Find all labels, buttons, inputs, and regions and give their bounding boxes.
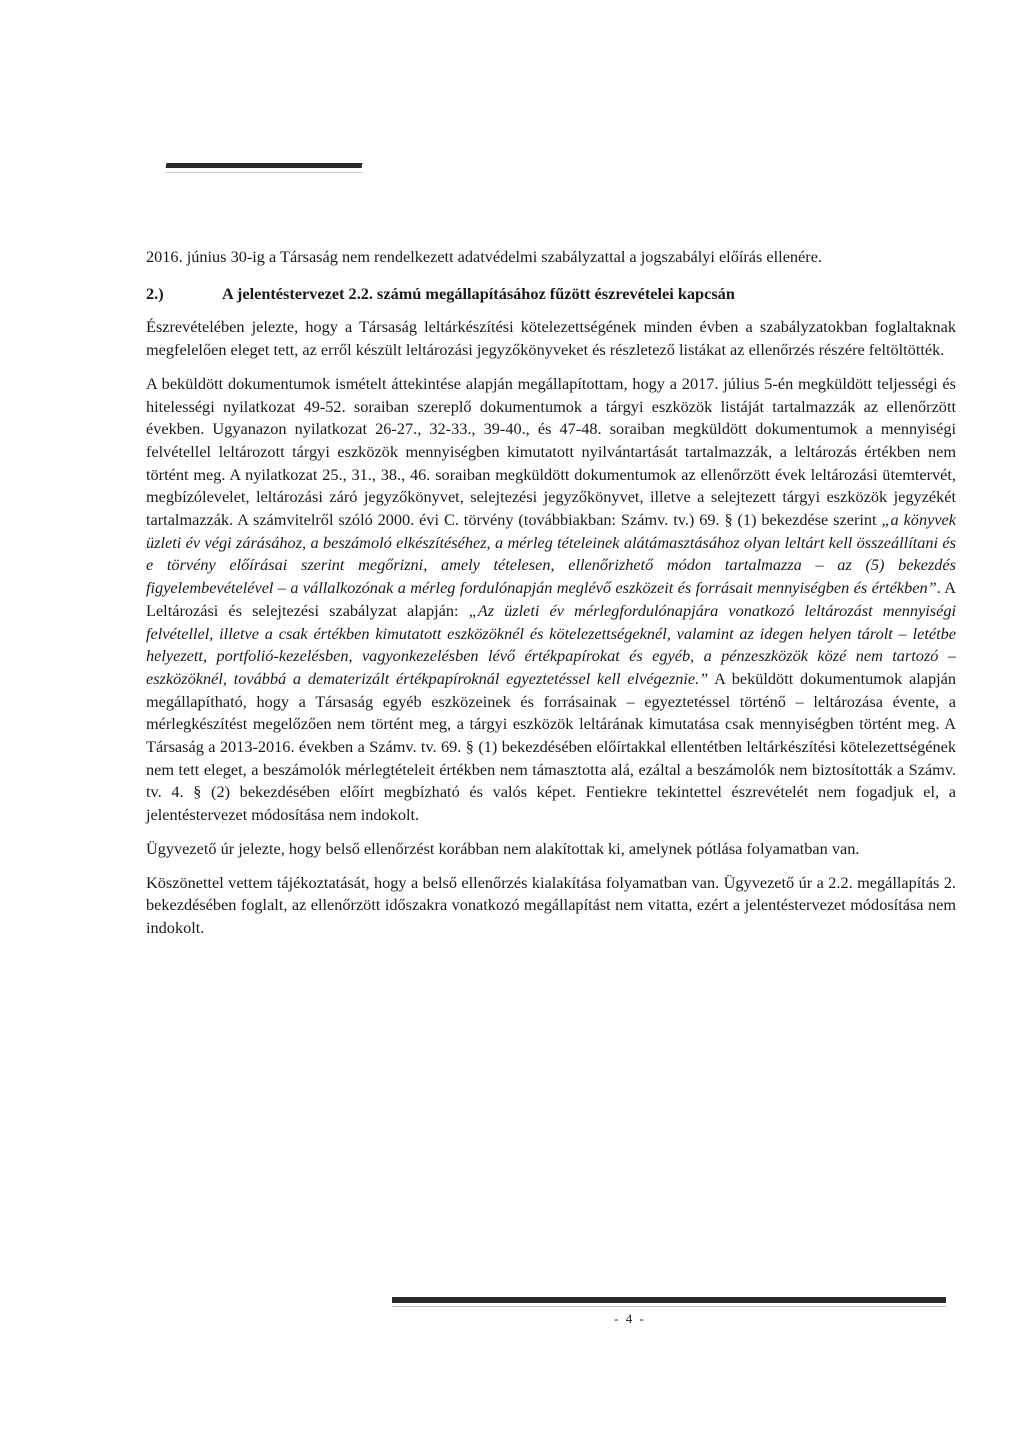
findings-text-a: A beküldött dokumentumok ismételt áttekintése alapján megállapítottam, hogy a 2017. július 5-én megküldött teljességi és hitelességi nyilatkozat 49-52. soraiban szereplő dokumentumok a tárgyi eszközök listáját tartalmazzák az ellenőrzött években. Ugyanazon nyilatkozat 26-27., 32-33., 39-40., és 47-48. soraiban megküldött dokumentumok a mennyiségi felvétellel leltározott tárgyi eszközök mennyiségben kimutatott nyilvántartását tartalmazzák, a leltározás értékben nem történt meg. A nyilatkozat 25., 31., 38., 46. soraiban megküldött dokumentumok az ellenőrzött évek leltározási ütemtervét, megbízólevelet, leltározási záró jegyzőkönyvet, selejtezési jegyzőkönyvet, illetve a selejtezett tárgyi eszközök jegyzékét tartalmazzák. A számvitelről szóló 2000. évi C. törvény (továbbiakban: Számv. tv.) 69. § (1) bekezdése szerint — [146, 373, 956, 530]
findings-quote-law: „a könyvek üzleti év végi zárásához, a beszámoló elkészítéséhez, a mérleg tételeinek alátámasztásához olyan leltárt kell összeállítani és e törvény előírásai szerint megőrizni, amely tételesen, ellenőrizhető módon tartalmazza – az (5) bekezdés figyelembevételével – a vállalkozónak a mérleg fordulónapján meglévő eszközeit és forrásait mennyiségben és értékben” — [146, 510, 956, 598]
bottom-decorative-rule — [392, 1297, 946, 1303]
section-heading-number: 2.) — [146, 283, 164, 303]
findings-text-c: A beküldött dokumentumok alapján megállapítható, hogy a Társaság egyéb eszközeinek és forrásainak – egyeztetéssel történő – leltározása évente, a mérlegkészítést megelőzően nem történt meg, a tárgyi eszközök leltárának kimutatása csak mennyiségben történt meg. A Társaság a 2013-2016. években a Számv. tv. 69. § (1) bekezdésében előírtakkal ellentétben leltárkészítési kötelezettségének nem tett eleget, a beszámolók mérlegtételeit értékben nem támasztotta alá, ezáltal a beszámolók nem biztosították a Számv. tv. 4. § (2) bekezdésében előírt megbízható és valós képet. Fentiekre tekintettel észrevételét nem fogadjuk el, a jelentéstervezet módosítása nem indokolt. — [146, 668, 956, 825]
paragraph-manager-note: Ügyvezető úr jelezte, hogy belső ellenőrzést korábban nem alakítottak ki, amelynek pótlása folyamatban van. — [146, 838, 860, 858]
intro-paragraph: 2016. június 30-ig a Társaság nem rendelkezett adatvédelmi szabályzattal a jogszabályi előírás ellenére. — [146, 247, 823, 266]
top-decorative-rule — [166, 163, 363, 168]
top-decorative-rule-thin — [166, 172, 362, 173]
paragraph-conclusion: Köszönettel vettem tájékoztatását, hogy a belső ellenőrzés kialakítása folyamatban van. Ügyvezető úr a 2.2. megállapítás 2. bekezdésében foglalt, az ellenőrzött időszakra vonatkozó megállapítást nem vitatta, ezért a jelentéstervezet módosítása nem indokolt. — [146, 872, 956, 937]
page-number: - 4 - — [614, 1311, 646, 1326]
paragraph-findings — [146, 373, 956, 827]
bottom-decorative-rule-thin — [392, 1306, 946, 1307]
paragraph-observation: Észrevételében jelezte, hogy a Társaság leltárkészítési kötelezettségének minden évben a szabályzatokban foglaltaknak megfelelően eleget tett, az erről készült leltározási jegyzőkönyveket és részletező listákat az ellenőrzés részére feltöltötték. — [146, 317, 956, 360]
document-body — [146, 246, 956, 940]
section-heading — [146, 283, 956, 306]
findings-text-b: . A Leltározási és selejtezési szabályzat alapján: — [146, 578, 957, 620]
findings-quote-regulation: „Az üzleti év mérlegfordulónapjára vonatkozó leltározást mennyiségi felvétellel, illetve a csak értékben kimutatott eszközöknél és kötelezettségeknél, valamint az idegen helyen tárolt – letétbe helyezett, portfolió-kezelésben, vagyonkezelésben lévő értékpapírokat és egyéb, a pénzeszközök közé nem tartozó – eszközöknél, továbbá a dematerizált értékpapíroknál egyeztetéssel kell elvégeznie.” — [146, 600, 956, 688]
section-heading-text: A jelentéstervezet 2.2. számú megállapításához fűzött észrevételei kapcsán — [222, 283, 735, 303]
